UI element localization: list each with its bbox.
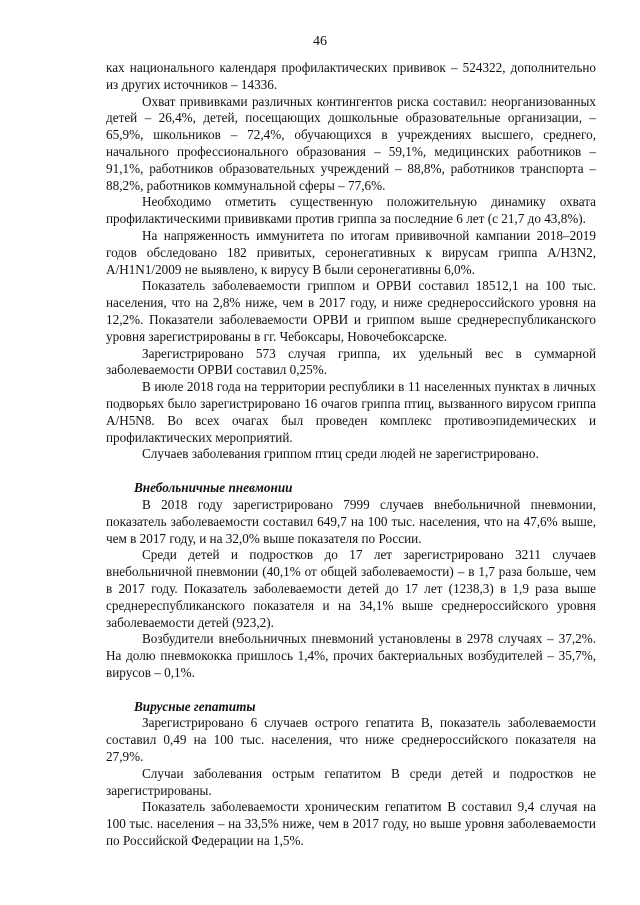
paragraph-acute-hepatitis-b: Зарегистрировано 6 случаев острого гепатита В, показатель заболеваемости составил 0,49 на 100 тыс. населения, что ниже среднероссийского показателя на 27,9%. xyxy=(106,715,596,765)
document-body xyxy=(106,60,596,850)
paragraph-avian-flu-outbreaks: В июле 2018 года на территории республики в 11 населенных пунктах в личных подворьях было зарегистрировано 16 очагов гриппа птиц, вызванного вирусом гриппа А/H5N8. Во всех очагах был проведен комплекс противоэпидемических и профилактических мероприятий. xyxy=(106,379,596,445)
paragraph-pneumonia-pathogens: Возбудители внебольничных пневмоний установлены в 2978 случаях – 37,2%. На долю пневмококка пришлось 1,4%, прочих бактериальных возбудителей – 35,7%, вирусов – 0,1%. xyxy=(106,631,596,680)
paragraph-continuation: ках национального календаря профилактических прививок – 524322, дополнительно из других источников – 14336. xyxy=(106,60,596,92)
section-heading-pneumonia: Внебольничные пневмонии xyxy=(134,480,293,496)
section-heading-hepatitis: Вирусные гепатиты xyxy=(134,698,256,714)
paragraph-flu-cases: Зарегистрировано 573 случая гриппа, их удельный вес в суммарной заболеваемости ОРВИ составил 0,25%. xyxy=(106,345,596,378)
paragraph-vaccination-coverage: Охват прививками различных контингентов риска составил: неорганизованных детей – 26,4%, детей, посещающих дошкольные образовательные организации, – 65,9%, школьников – 72,4%, обучающихся в учреждениях высшего, среднего, начального профессионального образования – 59,1%, медицинских работников – 91,1%, работников образовательных учреждений – 88,8%, работников транспорта – 88,2%, работников коммунальной сферы – 77,6%. xyxy=(106,93,596,193)
paragraph-coverage-dynamics: Необходимо отметить существенную положительную динамику охвата профилактическими прививками против гриппа за последние 6 лет (с 21,7 до 43,8%). xyxy=(106,194,596,227)
paragraph-avian-flu-humans: Случаев заболевания гриппом птиц среди людей не зарегистрировано. xyxy=(142,446,539,462)
paragraph-hepatitis-children: Случаи заболевания острым гепатитом В среди детей и подростков не зарегистрированы. xyxy=(106,765,596,798)
paragraph-chronic-hepatitis-b: Показатель заболеваемости хроническим гепатитом В составил 9,4 случая на 100 тыс. населения – на 33,5% ниже, чем в 2017 году, но выше уровня заболеваемости по Российской Федерации на 1,5%. xyxy=(106,799,596,849)
page-number: 46 xyxy=(313,34,327,49)
paragraph-immunity-survey: На напряженность иммунитета по итогам прививочной кампании 2018–2019 годов обследовано 182 привитых, серонегативных к вирусам гриппа А/H3N2, А/H1N1/2009 не выявлено, к вирусу В были серонегативны 6,0%. xyxy=(106,227,596,277)
paragraph-pneumonia-cases: В 2018 году зарегистрировано 7999 случаев внебольничной пневмонии, показатель заболеваемости составил 649,7 на 100 тыс. населения, что на 47,6% выше, чем в 2017 году, и на 32,0% выше показателя по России. xyxy=(106,496,596,546)
paragraph-pneumonia-children: Среди детей и подростков до 17 лет зарегистрировано 3211 случаев внебольничной пневмонии (40,1% от общей заболеваемости) – в 1,7 раза больше, чем в 2017 году. Показатель заболеваемости детей до 17 лет (1238,3) в 1,9 раза выше среднереспубликанского показателя и на 34,1% выше среднероссийского уровня заболеваемости детей (923,2). xyxy=(106,547,596,630)
paragraph-flu-incidence: Показатель заболеваемости гриппом и ОРВИ составил 18512,1 на 100 тыс. населения, что на 2,8% ниже, чем в 2017 году, и ниже среднероссийского уровня на 12,2%. Показатели заболеваемости ОРВИ и гриппом выше среднереспубликанского уровня зарегистрированы в гг. Чебоксары, Новочебоксарске. xyxy=(106,278,596,344)
